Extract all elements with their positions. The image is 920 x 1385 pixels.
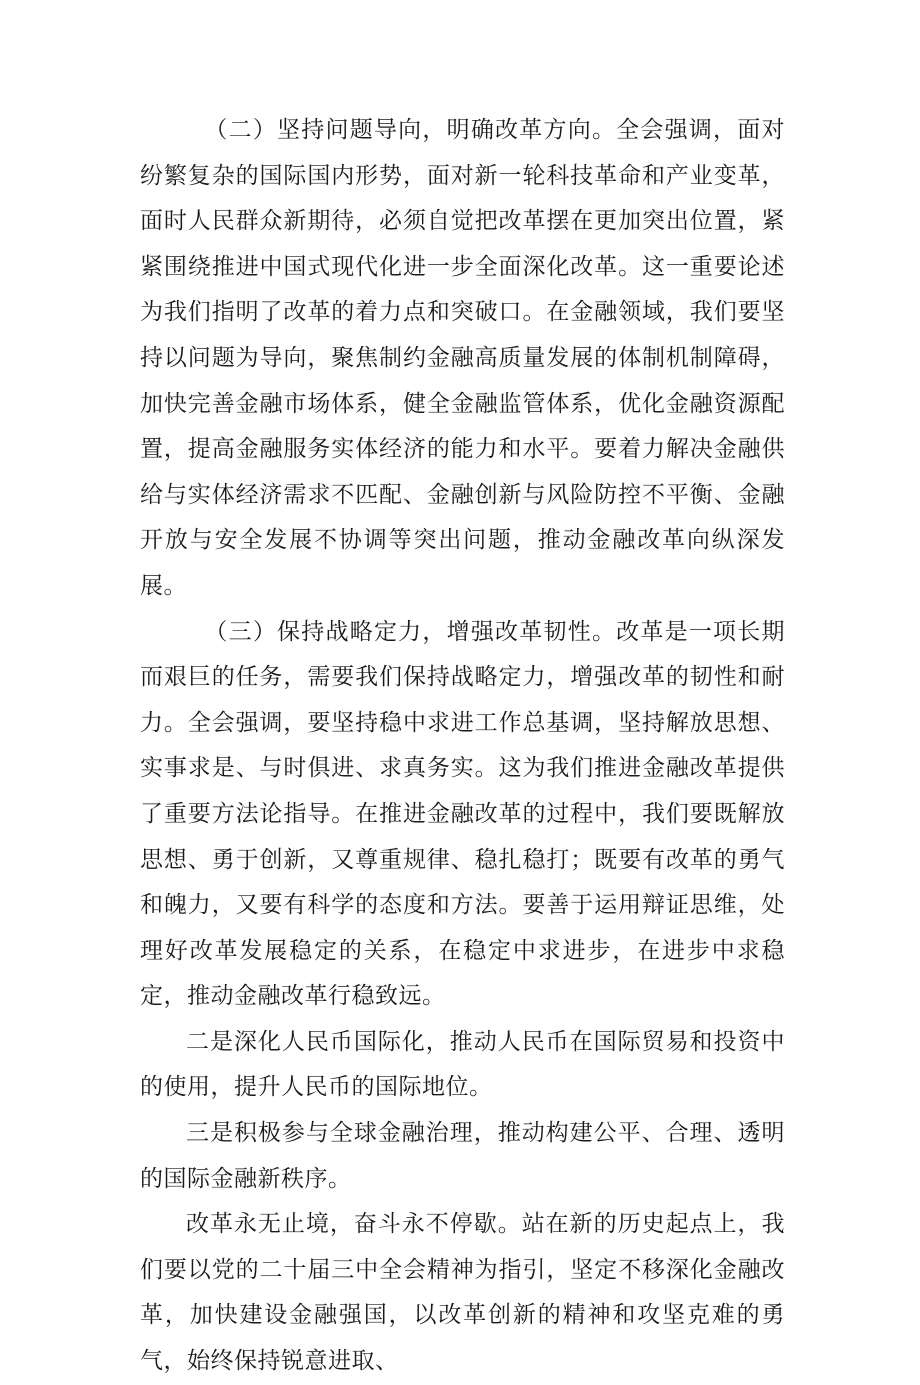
paragraph-strategic-focus: （三）保持战略定力，增强改革韧性。改革是一项长期而艰巨的任务，需要我们保持战略定力，增强改革的韧性和耐力。全会强调，要坚持稳中求进工作总基调，坚持解放思想、实事求是、与时俱进、求真务实。这为我们推进金融改革提供了重要方法论指导。在推进金融改革的过程中，我们要既解放思想、勇于创新，又尊重规律、稳扎稳打；既要有改革的勇气和魄力，又要有科学的态度和方法。要善于运用辩证思维，处理好改革发展稳定的关系，在稳定中求进步，在进步中求稳定，推动金融改革行稳致远。 [140, 618, 785, 1010]
paragraph-rmb-internationalization: 二是深化人民币国际化，推动人民币在国际贸易和投资中的使用，提升人民币的国际地位。 [140, 1028, 785, 1101]
paragraph-problem-orientation: （二）坚持问题导向，明确改革方向。全会强调，面对纷繁复杂的国际国内形势，面对新一轮科技革命和产业变革，面时人民群众新期待，必须自觉把改革摆在更加突出位置，紧紧围绕推进中国式现代化进一步全面深化改革。这一重要论述为我们指明了改革的着力点和突破口。在金融领域，我们要坚持以问题为导向，聚焦制约金融高质量发展的体制机制障碍，加快完善金融市场体系，健全金融监管体系，优化金融资源配置，提高金融服务实体经济的能力和水平。要着力解决金融供给与实体经济需求不匹配、金融创新与风险防控不平衡、金融开放与安全发展不协调等突出问题，推动金融改革向纵深发展。 [140, 117, 785, 599]
paragraph-global-governance: 三是积极参与全球金融治理，推动构建公平、合理、透明的国际金融新秩序。 [140, 1120, 785, 1192]
document-body [140, 108, 785, 1385]
paragraph-conclusion: 改革永无止境，奋斗永不停歇。站在新的历史起点上，我们要以党的二十届三中全会精神为指引，坚定不移深化金融改革，加快建设金融强国，以改革创新的精神和攻坚克难的勇气，始终保持锐意进取、 [140, 1211, 785, 1375]
